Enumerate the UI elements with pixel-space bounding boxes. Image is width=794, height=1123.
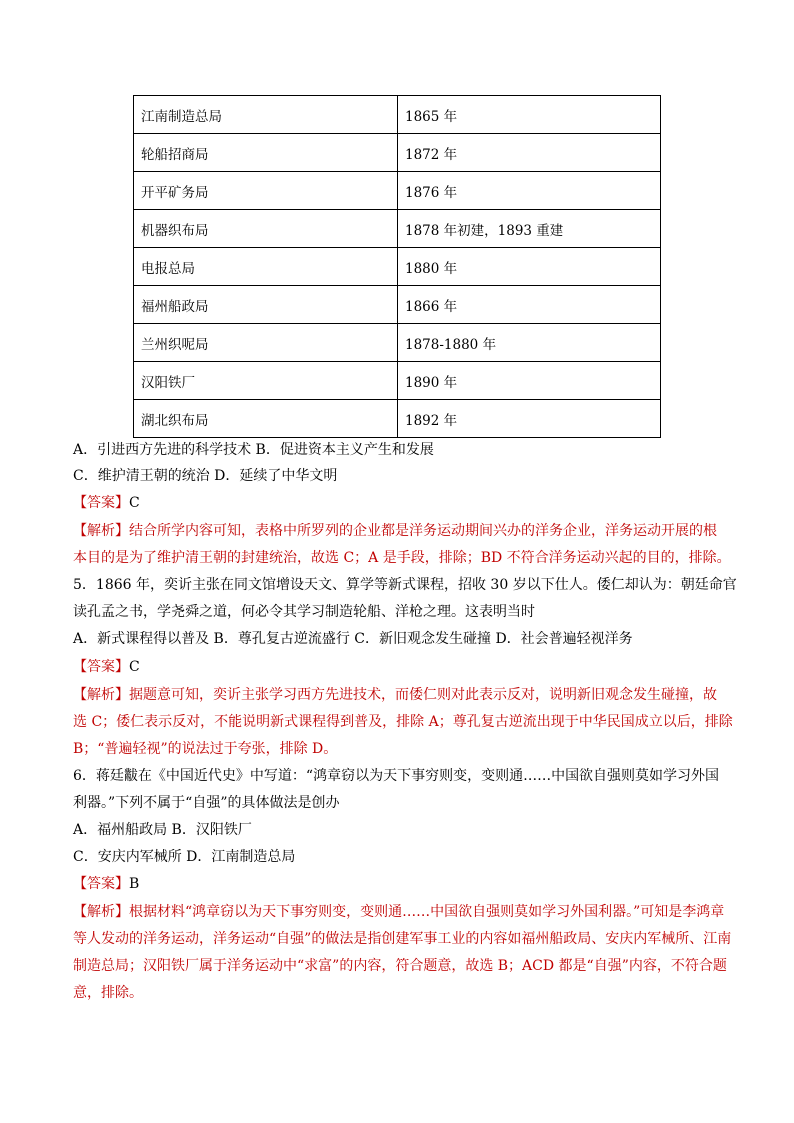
- table-row: [134, 134, 661, 172]
- enterprise-year: 1876 年: [398, 172, 661, 210]
- table-row: [134, 362, 661, 400]
- answer-label: 【答案】: [73, 876, 129, 892]
- analysis-label: 【解析】: [73, 904, 129, 920]
- q6-answer: [73, 875, 139, 893]
- answer-label: 【答案】: [73, 495, 129, 511]
- table-row: [134, 286, 661, 324]
- q6-analysis-line1: [73, 903, 724, 921]
- q6-stem-line2: 利器。”下列不属于“自强”的具体做法是创办: [73, 795, 340, 811]
- q4-analysis-line2: 本目的是为了维护清王朝的封建统治，故选 C；A 是手段，排除；BD 不符合洋务运动兴起的目的，排除。: [73, 550, 731, 566]
- enterprise-year: 1880 年: [398, 248, 661, 286]
- enterprise-name: 福州船政局: [134, 286, 398, 324]
- q6-stem-line1: 6．蒋廷黻在《中国近代史》中写道：“鸿章窃以为天下事穷则变，变则通……中国欲自强则莫如学习外国: [73, 768, 720, 784]
- enterprise-name: 机器织布局: [134, 210, 398, 248]
- table-row: [134, 324, 661, 362]
- analysis-label: 【解析】: [73, 523, 129, 539]
- answer-value: B: [129, 876, 140, 892]
- enterprise-year: 1872 年: [398, 134, 661, 172]
- q5-answer: [73, 658, 140, 676]
- enterprise-year: 1878-1880 年: [398, 324, 661, 362]
- enterprise-name: 轮船招商局: [134, 134, 398, 172]
- answer-value: C: [129, 659, 140, 675]
- enterprise-year: 1865 年: [398, 96, 661, 134]
- q5-analysis-line1: [73, 686, 717, 704]
- q6-options-line2: C．安庆内军械所 D．江南制造总局: [73, 849, 296, 865]
- analysis-text: 据题意可知，奕䜣主张学习西方先进技术，而倭仁则对此表示反对，说明新旧观念发生碰撞，故: [129, 687, 717, 703]
- table-row: [134, 210, 661, 248]
- q6-analysis-line2: 等人发动的洋务运动，洋务运动“自强”的做法是指创建军事工业的内容如福州船政局、安庆内军械所、江南: [73, 931, 732, 947]
- enterprise-name: 电报总局: [134, 248, 398, 286]
- q6-options-line1: A．福州船政局 B．汉阳铁厂: [73, 822, 252, 838]
- table-row: [134, 96, 661, 134]
- q4-options-line1: A．引进西方先进的科学技术 B．促进资本主义产生和发展: [73, 442, 434, 458]
- q4-analysis-line1: [73, 522, 717, 540]
- analysis-label: 【解析】: [73, 687, 129, 703]
- q5-stem-line2: 读孔孟之书，学尧舜之道，何必令其学习制造轮船、洋枪之理。这表明当时: [73, 604, 535, 620]
- enterprise-name: 兰州织呢局: [134, 324, 398, 362]
- table-row: [134, 400, 661, 438]
- enterprise-name: 开平矿务局: [134, 172, 398, 210]
- q6-analysis-line3: 制造总局；汉阳铁厂属于洋务运动中“求富”的内容，符合题意，故选 B；ACD 都是“自强”内容，不符合题: [73, 958, 727, 974]
- enterprise-year: 1890 年: [398, 362, 661, 400]
- enterprise-table: [133, 95, 661, 438]
- enterprise-name: 湖北织布局: [134, 400, 398, 438]
- table-row: [134, 172, 661, 210]
- q4-options-line2: C．维护清王朝的统治 D．延续了中华文明: [73, 468, 338, 484]
- enterprise-name: 江南制造总局: [134, 96, 398, 134]
- analysis-text: 结合所学内容可知，表格中所罗列的企业都是洋务运动期间兴办的洋务企业，洋务运动开展的根: [129, 523, 717, 539]
- enterprise-name: 汉阳铁厂: [134, 362, 398, 400]
- answer-label: 【答案】: [73, 659, 129, 675]
- q5-analysis-line2: 选 C；倭仁表示反对，不能说明新式课程得到普及，排除 A；尊孔复古逆流出现于中华民国成立以后，排除: [73, 714, 733, 730]
- q5-analysis-line3: B；“普遍轻视”的说法过于夸张，排除 D。: [73, 741, 338, 757]
- q5-options: A．新式课程得以普及 B．尊孔复古逆流盛行 C．新旧观念发生碰撞 D．社会普遍轻视洋务: [73, 631, 633, 647]
- table-row: [134, 248, 661, 286]
- q5-stem-line1: 5．1866 年，奕䜣主张在同文馆增设天文、算学等新式课程，招收 30 岁以下仕人。倭仁却认为：朝廷命官: [73, 577, 737, 593]
- q4-answer: [73, 494, 140, 512]
- answer-value: C: [129, 495, 140, 511]
- enterprise-year: 1892 年: [398, 400, 661, 438]
- enterprise-year: 1878 年初建，1893 重建: [398, 210, 661, 248]
- q6-analysis-line4: 意，排除。: [73, 985, 143, 1001]
- enterprise-year: 1866 年: [398, 286, 661, 324]
- analysis-text: 根据材料“鸿章窃以为天下事穷则变，变则通……中国欲自强则莫如学习外国利器。”可知是李鸿章: [129, 904, 725, 920]
